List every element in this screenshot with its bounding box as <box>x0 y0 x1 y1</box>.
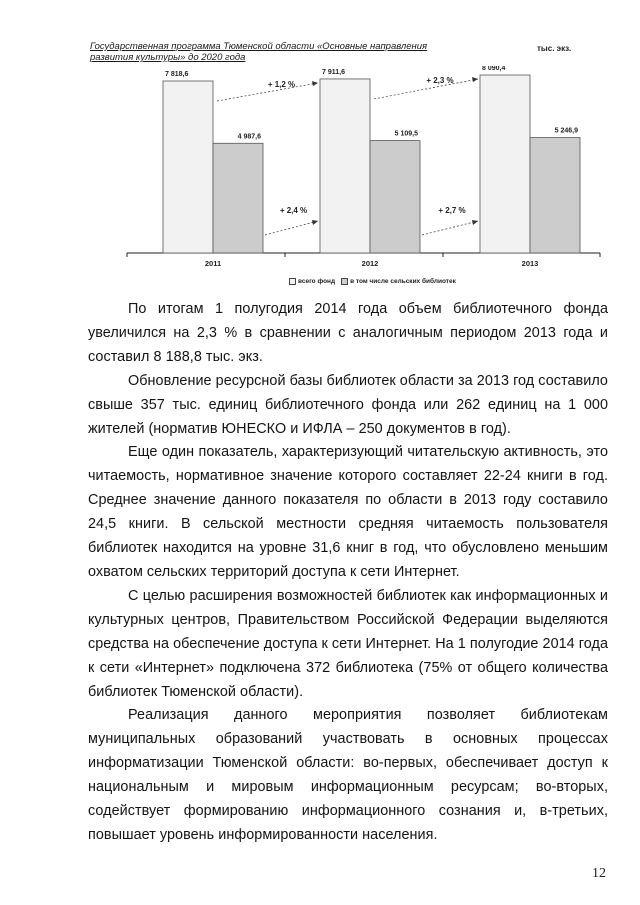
paragraph-fund-growth: По итогам 1 полугодия 2014 года объем библиотечного фонда увеличился на 2,3 % в сравнении с аналогичным периодом 2013 года и составил 8 188,8 тыс. экз. <box>88 301 608 365</box>
paragraph-informatization: Реализация данного мероприятия позволяет библиотекам муниципальных образований участвовать в основных процессах информатизации Тюменской области: во-первых, обеспечивает доступ к национальным и мировым информационным ресурсам; во-вторых, содействует формированию информационного сознания и, в-третьих, повышает уровень информированности населения. <box>88 707 608 843</box>
bar-rural-fund <box>213 143 263 253</box>
bar-total-fund <box>163 81 213 253</box>
x-axis-tick-label: 2012 <box>361 259 379 268</box>
legend-item-total <box>289 278 335 285</box>
bar-value-label: 5 246,9 <box>554 127 578 135</box>
legend-label-rural: в том числе сельских библиотек <box>350 278 456 285</box>
growth-arrow-rural <box>265 221 318 235</box>
bar-value-label: 7 911,6 <box>322 68 345 76</box>
chart-units-label: тыс. экз. <box>537 44 572 53</box>
legend-item-rural <box>341 278 456 285</box>
bar-total-fund <box>480 75 530 253</box>
growth-label-total: + 1,2 % <box>267 79 296 89</box>
growth-label-total: + 2,3 % <box>426 76 454 86</box>
bar-rural-fund <box>530 138 580 253</box>
arrow-head <box>472 77 478 82</box>
bar-total-fund <box>320 79 370 253</box>
chart-legend <box>289 278 456 285</box>
paragraph-readership: Еще один показатель, характеризующий читательскую активность, это читаемость, нормативное значение которого составляет 22-24 книги в год. Среднее значение данного показателя по области в 2013 году составило 24,5 книги. В сельской местности средняя читаемость пользователя библиотек находится на уровне 31,6 книг в год, что обусловлено меньшим охватом сельских территорий доступа к сети Интернет. <box>88 444 608 580</box>
growth-label-rural: + 2,4 % <box>279 206 308 215</box>
bar-value-label: 5 109,5 <box>394 130 418 138</box>
arrow-head <box>312 220 318 225</box>
library-fund-bar-chart <box>95 66 605 276</box>
legend-label-total: всего фонд <box>298 278 336 285</box>
growth-arrow-rural <box>422 221 478 235</box>
x-axis-tick-label: 2011 <box>204 259 222 268</box>
document-header-line-2: развития культуры» до 2020 года <box>90 52 246 63</box>
body-text <box>88 298 608 848</box>
paragraph-internet-access: С целью расширения возможностей библиотек как информационных и культурных центров, Правительством Российской Федерации выделяются средства на обеспечение доступа к сети Интернет. На 1 полугодие 2014 года к сети «Интернет» подключена 372 библиотека (75% от общего количества библиотек Тюменской области). <box>88 587 608 700</box>
bar-rural-fund <box>370 141 420 253</box>
bar-value-label: 7 818,6 <box>165 70 189 78</box>
x-axis-tick-label: 2013 <box>521 259 539 268</box>
page-number: 12 <box>592 866 606 881</box>
document-header-line-1: Государственная программа Тюменской области «Основные направления <box>90 41 428 52</box>
arrow-head <box>472 220 478 225</box>
arrow-head <box>312 81 318 86</box>
bar-value-label: 8 090,4 <box>482 66 506 73</box>
growth-label-rural: + 2,7 % <box>438 206 466 215</box>
legend-swatch-total <box>289 278 296 285</box>
bar-value-label: 4 987,6 <box>237 133 261 141</box>
legend-swatch-rural <box>341 278 348 285</box>
paragraph-resource-update: Обновление ресурсной базы библиотек области за 2013 год составило свыше 357 тыс. единиц библиотечного фонда или 262 единиц на 1 000 жителей (норматив ЮНЕСКО и ИФЛА – 250 документов в год). <box>88 372 608 437</box>
